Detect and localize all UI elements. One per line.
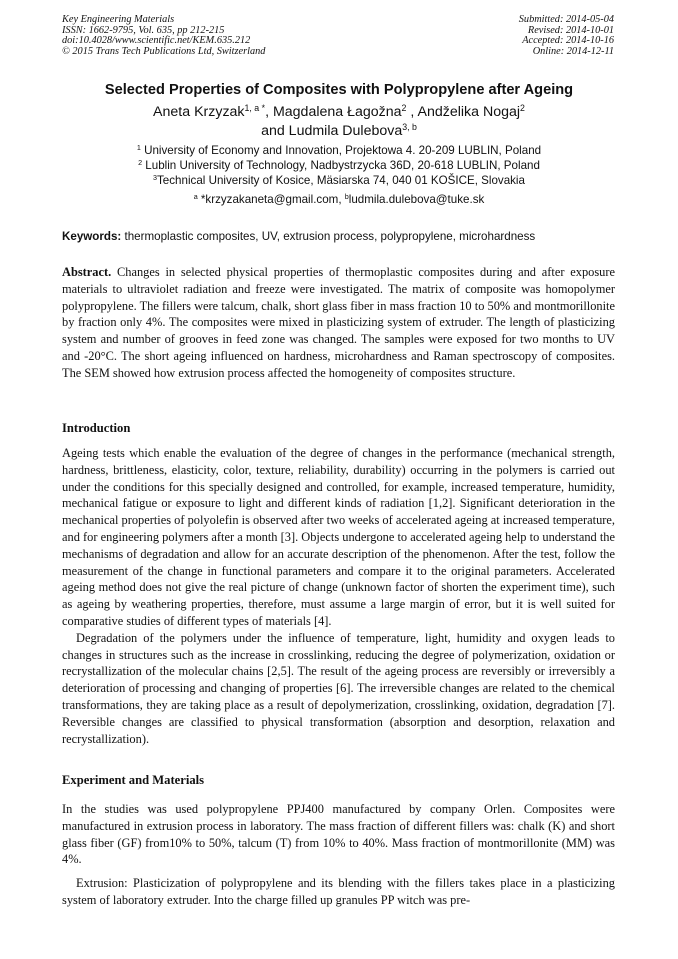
author-sup: 2 <box>401 103 407 114</box>
author-name: Aneta Krzyzak <box>153 104 245 120</box>
introduction-body <box>62 445 615 747</box>
experiment-body <box>62 801 615 909</box>
author-name: and Ludmila Dulebova <box>261 123 403 139</box>
journal-name: Key Engineering Materials <box>62 14 175 25</box>
paper-title: Selected Properties of Composites with Polypropylene after Ageing <box>104 82 574 98</box>
abstract-text: Changes in selected physical properties of thermoplastic composites during and after exposure materials to ultraviolet radiation and freeze were investigated. The matrix of composite was homopolymer polypropylene. The fillers were talcum, chalk, short glass fiber in mass fraction 10 to 50% and montmorillonite by fraction only 4%. The composites were mixed in plasticizing system of extruder. The length of plasticizing system and number of grooves in feed zone was changed. The samples were exposed for two months to UV and -20°C. The short ageing influenced on hardness, microhardness and Raman spectroscopy of composites. The SEM showed how extrusion process affected the homogeneity of composites structure. <box>62 265 615 380</box>
email-link[interactable]: ludmila.dulebova@tuke.sk <box>348 193 485 206</box>
affiliation-line: $^3$Technical University of Kosice, Mäsiarska 74, 040 01 KOŠICE, Slovakia <box>153 173 525 187</box>
keywords-text: thermoplastic composites, UV, extrusion process, polypropylene, microhardness <box>121 230 536 243</box>
abstract-label: Abstract. <box>62 265 112 279</box>
journal-copyright: © 2015 Trans Tech Publications Ltd, Switzerland <box>62 46 266 58</box>
abstract <box>62 264 615 382</box>
section-heading-introduction: Introduction <box>62 421 131 435</box>
paragraph: Ageing tests which enable the evaluation of the degree of changes in the performance (mechanical strength, hardness, brittleness, elasticity, color, texture, reliability, durability) occurring in the polymers is carried out under the conditions for this specially designed and controlled, for example, increased temperature, humidity, mechanical fatigue or exposure to light and different kinds of radiation [1,2]. Significant deterioration in the mechanical properties of polyolefin is observed after two weeks of accelerated ageing at increased temperature, and for engineering polymers after a month [3]. Objects undergone to accelerated ageing help to understand the mechanisms of degradation and allow for an accurate description of the phenomenon. After the test, follow the measurement of the change in functional parameters and compare it to the original parameters. Accelerated ageing method does not give the real picture of change (unknown factor of shorten the experiment time), such as ageing by weathering properties, therefore, must assume a large margin of error, but it is well suited for comparative studies of different types of materials [4]. <box>62 446 615 628</box>
affiliation-line: $^2$ Lublin University of Technology, Nadbystrzycka 36D, 20-618 LUBLIN, Poland <box>138 158 540 172</box>
journal-issn: ISSN: 1662-9795, Vol. 635, pp 212-215 <box>62 24 225 36</box>
date-revised: Revised: 2014-10-01 <box>527 24 614 36</box>
keywords-label: Keywords: <box>62 230 122 243</box>
author-list <box>40 103 638 141</box>
journal-doi: doi:10.4028/www.scientific.net/KEM.635.212 <box>62 35 251 47</box>
author-sup: 2 <box>520 103 525 114</box>
affiliation-line: $^1$ University of Economy and Innovation, Projektowa 4. 20-209 LUBLIN, Poland <box>136 143 542 157</box>
paragraph: Degradation of the polymers under the influence of temperature, light, humidity and oxygen leads to changes in structures such as the increase in crosslinking, reducing the degree of polymerization, oxidation or recrystallization of the molecular chains [2,5]. The result of the ageing process are reversibly or irreversibly a deterioration of processing and changing of properties [6]. The irreversible changes are related to the chemical transformations, they are taking place as a result of depolymerization, crosslinking, oxidation, degradation [7]. Reversible changes are classified to physical transformation (absorption and desorption, relaxation and recrystallization). <box>62 630 615 746</box>
author-emails: $^a$ *krzyzakaneta@gmail.com, $^b$ludmila.dulebova@tuke.sk <box>193 192 485 206</box>
affiliations <box>40 143 638 188</box>
journal-info <box>62 15 265 58</box>
author-name: , Andželika Nogaj <box>406 104 521 120</box>
section-heading-experiment: Experiment and Materials <box>62 773 205 787</box>
date-submitted: Submitted: 2014-05-04 <box>518 14 614 25</box>
author-sup: 3, b <box>402 122 417 133</box>
date-online: Online: 2014-12-11 <box>532 46 614 58</box>
paragraph: In the studies was used polypropylene PPJ400 manufactured by company Orlen. Composites were manufactured in extrusion process in laboratory. The mass fraction of different fillers was: chalk (K) and short glass fiber (GF) from10% to 50%, talcum (T) from 10% to 40%. Mass fraction of montmorillonite (MM) was 4%. <box>62 802 615 867</box>
email-link[interactable]: *krzyzakaneta@gmail.com, <box>197 193 345 206</box>
paragraph: Extrusion: Plasticization of polypropylene and its blending with the fillers takes place in a plasticizing system of laboratory extruder. Into the charge filled up granules PP witch was pre- <box>62 876 615 907</box>
keywords <box>62 230 617 243</box>
date-accepted: Accepted: 2014-10-16 <box>522 35 614 47</box>
author-sup: 1, a * <box>244 103 266 114</box>
publication-dates <box>519 15 614 58</box>
author-name: , Magdalena Łagožna <box>265 104 402 120</box>
